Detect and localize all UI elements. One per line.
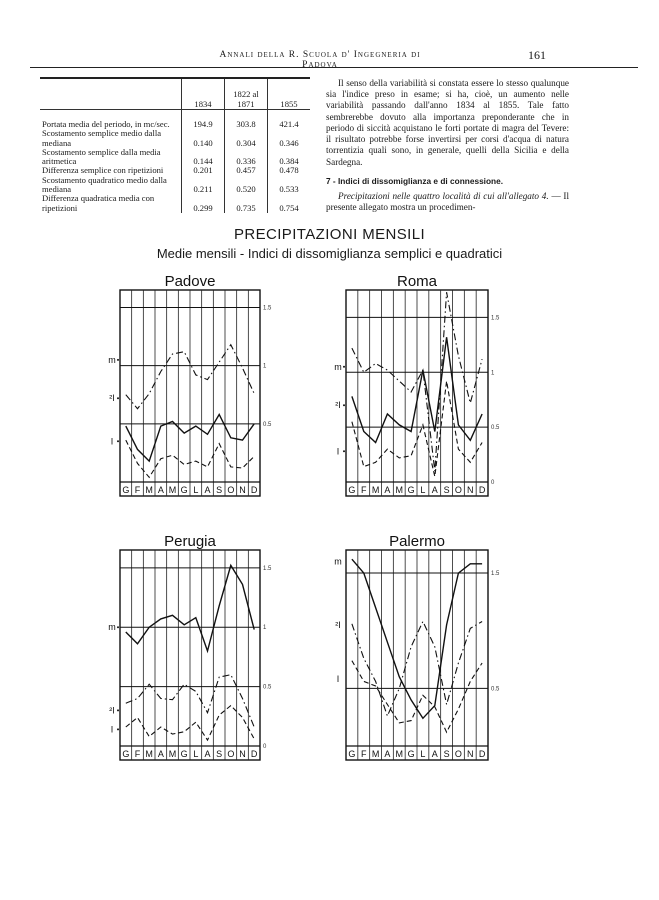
month-label: M [395, 485, 403, 495]
y-tick-label: 1.5 [263, 305, 272, 312]
table-cell: 0.304 [225, 129, 268, 148]
series-label: ²I [109, 705, 115, 716]
series-label-dot [117, 728, 119, 730]
month-label: G [348, 749, 356, 759]
month-label: S [443, 749, 450, 759]
month-label: F [134, 749, 141, 759]
month-label: M [395, 749, 403, 759]
series-label: I [110, 724, 114, 735]
month-label: F [134, 485, 141, 495]
row-label: Scostamento semplice medio dalla mediana [42, 128, 162, 148]
month-label: N [239, 749, 246, 759]
series-label: ²I [335, 619, 341, 630]
series-label: m [108, 622, 116, 633]
y-tick-label: 1.5 [263, 565, 272, 572]
series-label: m [334, 361, 342, 372]
month-label: M [145, 485, 153, 495]
series-label-dot [117, 397, 119, 399]
month-label: L [420, 749, 426, 759]
month-label: N [239, 485, 246, 495]
month-label: L [420, 485, 426, 495]
month-label: S [216, 485, 223, 495]
table-cell: 0.346 [268, 129, 311, 148]
series-label: ²I [109, 393, 115, 404]
month-label: M [168, 749, 177, 759]
month-label: A [157, 485, 164, 495]
table-cell: 0.754 [268, 194, 311, 213]
table-cell: 0.336 [225, 148, 268, 167]
series-label: ²I [335, 400, 341, 411]
y-tick-label: 1 [263, 363, 267, 370]
month-label: L [193, 485, 199, 495]
y-tick-label: 1.5 [491, 315, 500, 322]
month-label: G [180, 749, 188, 759]
row-label: Scostamento quadratico medio dalla mediana [42, 174, 167, 194]
table-cell: 194.9 [182, 110, 225, 130]
row-label: Portata media del periodo, in mc/sec. [42, 119, 170, 129]
month-label: N [467, 749, 474, 759]
y-tick-label: 1.5 [491, 571, 500, 578]
month-label: G [407, 749, 415, 759]
table-cell: 0.211 [182, 176, 225, 195]
paragraph-italic-lead: Precipitazioni nelle quattro località di cui all'allegato 4. [338, 190, 549, 201]
month-label: A [204, 749, 211, 759]
figure-title: PRECIPITAZIONI MENSILI [233, 226, 426, 243]
series-label: m [108, 354, 116, 365]
row-label: Differenza semplice con ripetizioni [42, 165, 164, 176]
month-label: D [250, 749, 258, 759]
month-label: A [384, 485, 391, 495]
month-label: F [361, 749, 367, 759]
y-tick-label: 0 [263, 744, 267, 750]
month-label: S [216, 749, 223, 759]
series-label-dot [117, 709, 119, 711]
month-label: A [204, 485, 211, 495]
y-tick-label: 1 [263, 625, 267, 632]
column-header: 1855 [268, 78, 311, 110]
series-label: I [336, 674, 340, 685]
month-label: O [454, 485, 462, 495]
y-tick-label: 0.5 [263, 684, 272, 691]
month-label: M [371, 749, 380, 759]
table-cell: 0.384 [268, 148, 311, 167]
table-cell: 0.457 [225, 166, 268, 175]
table-cell: 0.533 [268, 176, 311, 195]
series-label: m [334, 556, 342, 567]
month-label: O [227, 749, 235, 759]
running-head: Annali della R. Scuola d' Ingegneria di Padova [219, 50, 421, 70]
month-label: A [431, 485, 438, 495]
month-label: G [407, 485, 415, 495]
month-label: D [478, 485, 486, 495]
row-label: Differenza quadratica media con ripetizioni [42, 193, 155, 213]
paragraph: Il senso della variabilità si constata essere lo stesso qualunque sia l'indice preso in esame; si ha, cioè, un aumento nelle variabilità passando dall'anno 1834 al 1855. Tale fatto sembrerebbe dovuto alla importanza preponderante che in periodo di siccità acquistano le forti portate di magra del Tevere: il risultato potrebbe forse invertirsi per corsi d'acqua di natura torrentizia quali sono, in generale, quelli della Sicilia e della Sardegna. [326, 78, 569, 167]
month-label: A [431, 749, 438, 759]
month-label: G [348, 485, 356, 495]
month-label: A [157, 749, 164, 759]
y-tick-label: 1 [491, 370, 495, 377]
table-cell: 0.520 [225, 176, 268, 195]
month-label: M [371, 485, 380, 495]
chart-title: Roma [396, 273, 438, 290]
series-label-dot [343, 404, 345, 406]
series-label-dot [117, 626, 119, 628]
series-label-dot [343, 366, 345, 368]
y-tick-label: 0 [491, 480, 495, 486]
series-label-dot [117, 440, 119, 442]
chart-title: Palermo [389, 533, 445, 550]
paragraph-text: — Il presente allegato mostra un procedimen- [326, 190, 569, 213]
month-label: O [227, 485, 235, 495]
row-label: Scostamento semplice dalla media aritmetica [42, 146, 161, 167]
month-label: A [384, 749, 391, 759]
y-tick-label: 0.5 [263, 421, 272, 428]
section-heading: 7 - Indici di dissomiglianza e di connessione. [326, 175, 504, 186]
month-label: L [193, 749, 199, 759]
table-cell: 0.478 [268, 166, 311, 175]
month-label: G [122, 749, 130, 759]
figure-subtitle: Medie mensili - Indici di dissomiglianza semplici e quadratici [156, 246, 503, 261]
month-label: O [454, 749, 462, 759]
table-cell: 0.201 [182, 166, 225, 175]
month-label: G [180, 485, 188, 495]
table-cell: 303.8 [225, 110, 268, 130]
chart-title: Padove [164, 273, 216, 290]
month-label: D [250, 485, 258, 495]
series-label-dot [343, 450, 345, 452]
table-cell: 0.140 [182, 129, 225, 148]
y-tick-label: 0.5 [491, 425, 500, 432]
table-cell: 0.299 [182, 194, 225, 213]
table-cell: 0.735 [225, 194, 268, 213]
column-header: 1834 [182, 78, 225, 110]
chart-title: Perugia [164, 533, 216, 550]
table-cell: 0.144 [182, 148, 225, 167]
month-label: S [443, 485, 450, 495]
series-label-dot [117, 359, 119, 361]
page-number: 161 [528, 48, 546, 62]
month-label: D [478, 749, 486, 759]
month-label: N [467, 485, 474, 495]
month-label: F [361, 485, 367, 495]
month-label: M [168, 485, 177, 495]
y-tick-label: 0.5 [491, 686, 500, 693]
series-label: I [110, 436, 114, 447]
series-label: I [336, 446, 340, 457]
column-header: 1822 al 1871 [225, 78, 268, 110]
month-label: M [145, 749, 153, 759]
month-label: G [122, 485, 130, 495]
table-cell: 421.4 [268, 110, 311, 130]
